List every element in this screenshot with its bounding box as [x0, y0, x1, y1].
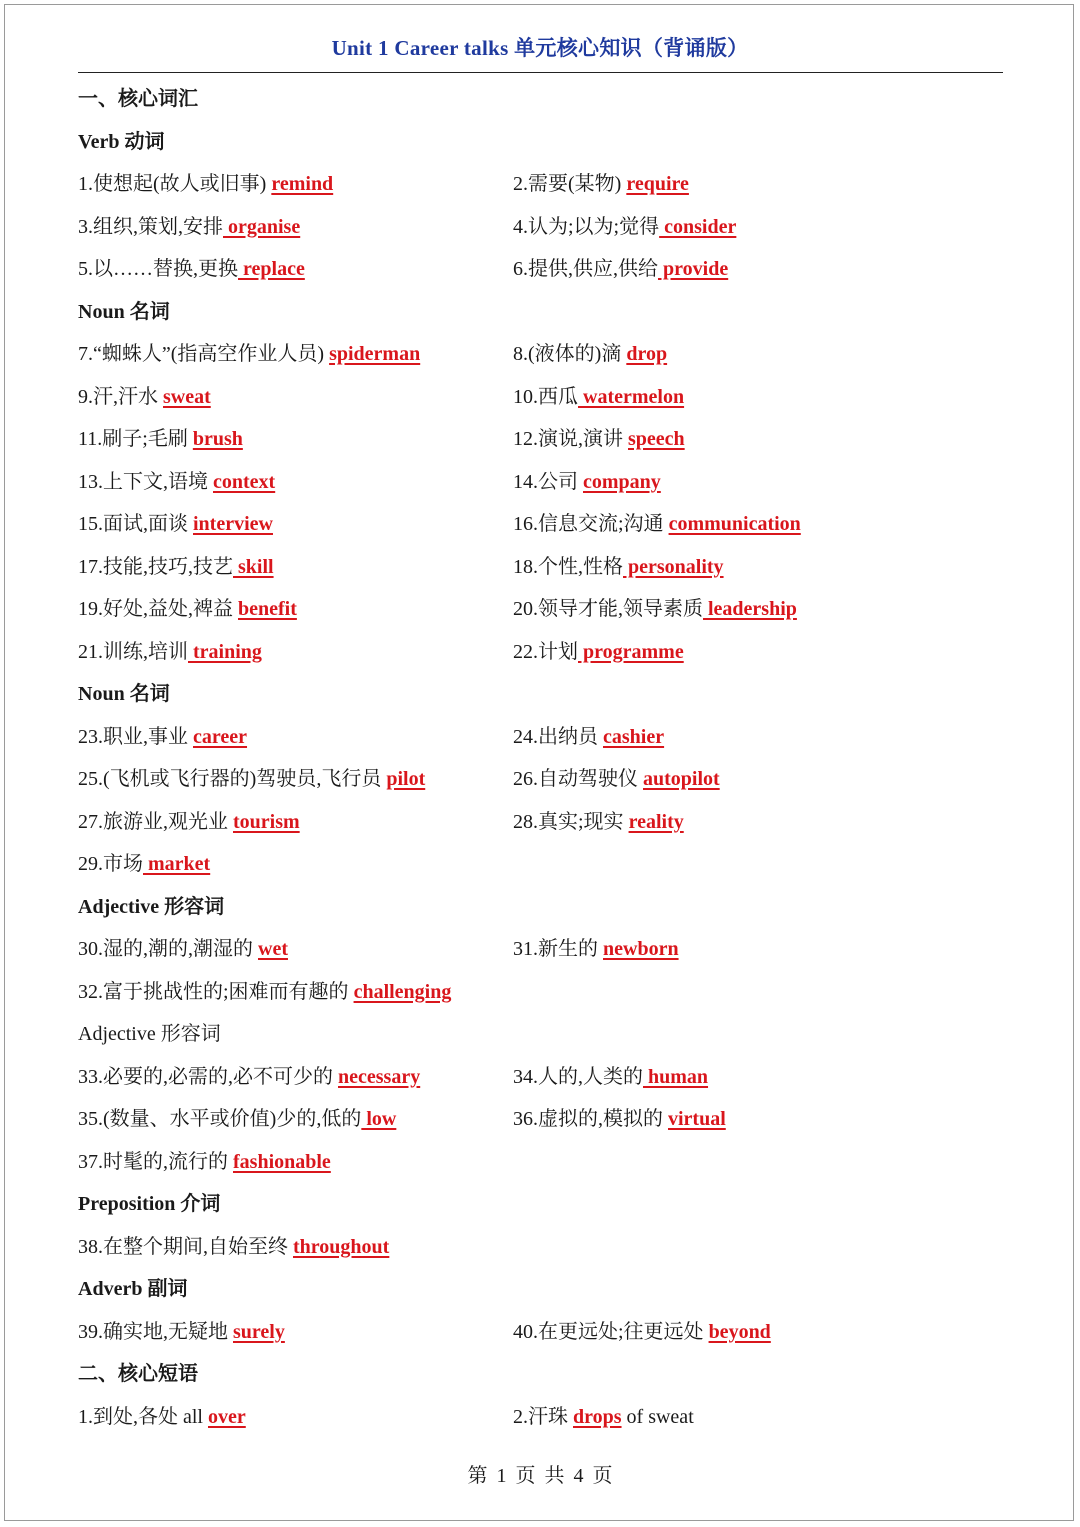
vocab-prompt: 30.湿的,潮的,潮湿的	[78, 938, 258, 960]
vocab-item	[78, 1226, 389, 1269]
section-heading-core-phrases: 二、核心短语	[78, 1363, 198, 1385]
vocab-prompt: 2.需要(某物)	[513, 173, 627, 195]
vocab-prompt: 16.信息交流;沟通	[513, 513, 669, 535]
vocab-item	[513, 248, 728, 291]
vocab-item	[513, 1311, 771, 1354]
vocab-prompt: 11.刷子;毛刷	[78, 428, 193, 450]
vocab-item	[513, 333, 667, 376]
category-heading-adverb: Adverb 副词	[78, 1278, 188, 1300]
vocab-answer: human	[643, 1065, 709, 1088]
vocab-item	[513, 1056, 708, 1099]
vocab-item	[78, 333, 420, 376]
phrase-suffix: of sweat	[621, 1405, 694, 1428]
vocab-item	[78, 758, 425, 801]
vocab-prompt: 3.组织,策划,安排	[78, 215, 223, 238]
category-heading-adjective: Adjective 形容词	[78, 895, 225, 918]
vocab-prompt: 28.真实;现实	[513, 810, 629, 833]
vocab-prompt: 25.(飞机或飞行器的)驾驶员,飞行员	[78, 768, 387, 790]
vocab-prompt: 6.提供,供应,供给	[513, 258, 658, 280]
vocab-row	[78, 1098, 1003, 1141]
vocab-row	[78, 418, 1003, 461]
vocab-row	[78, 503, 1003, 546]
vocab-prompt: 15.面试,面谈	[78, 513, 193, 535]
vocab-prompt: 1.使想起(故人或旧事)	[78, 173, 272, 195]
vocab-item	[78, 418, 243, 461]
vocab-item	[513, 503, 801, 546]
vocab-row	[78, 758, 1003, 801]
vocab-answer: necessary	[338, 1065, 421, 1088]
vocab-item	[78, 503, 273, 546]
vocab-answer: fashionable	[233, 1150, 331, 1173]
document-title: Unit 1 Career talks 单元核心知识（背诵版）	[331, 36, 749, 60]
vocab-row	[78, 546, 1003, 589]
vocab-prompt: 5.以……替换,更换	[78, 258, 238, 280]
vocab-answer: drop	[626, 343, 668, 365]
vocab-item	[78, 1311, 285, 1354]
vocab-item	[78, 716, 247, 759]
vocab-prompt: 33.必要的,必需的,必不可少的	[78, 1065, 338, 1088]
vocab-item	[78, 928, 288, 971]
vocab-answer: beyond	[708, 1320, 771, 1343]
vocab-item	[513, 1098, 726, 1141]
vocab-answer: communication	[668, 513, 801, 535]
vocabulary-list	[78, 78, 1003, 1438]
vocab-prompt: 13.上下文,语境	[78, 470, 213, 493]
vocab-item	[513, 163, 689, 206]
vocab-prompt: 32.富于挑战性的;困难而有趣的	[78, 980, 354, 1003]
vocab-prompt: 10.西瓜	[513, 385, 578, 408]
vocab-prompt: 12.演说,演讲	[513, 428, 628, 450]
vocab-item	[513, 461, 661, 504]
section-heading-core-vocab: 一、核心词汇	[78, 88, 198, 110]
vocab-prompt: 23.职业,事业	[78, 725, 193, 748]
vocab-item	[513, 801, 684, 844]
vocab-row	[78, 928, 1003, 971]
vocab-prompt: 24.出纳员	[513, 725, 603, 748]
vocab-answer: sweat	[163, 385, 211, 408]
vocab-item	[78, 206, 300, 249]
vocab-answer: remind	[271, 173, 334, 195]
vocab-item	[78, 971, 451, 1014]
vocab-row	[78, 206, 1003, 249]
vocab-item	[78, 801, 300, 844]
vocab-row	[78, 1141, 1003, 1184]
vocab-answer: throughout	[293, 1235, 390, 1258]
vocab-prompt: 21.训练,培训	[78, 640, 188, 663]
vocab-row	[78, 461, 1003, 504]
vocab-answer: programme	[578, 640, 684, 663]
vocab-answer: autopilot	[643, 768, 720, 790]
vocab-item	[78, 631, 262, 674]
vocab-answer: consider	[659, 215, 737, 238]
vocab-answer: benefit	[238, 598, 297, 620]
category-heading-verb: Verb 动词	[78, 130, 165, 153]
category-heading-noun: Noun 名词	[78, 300, 170, 323]
vocab-item	[513, 206, 736, 249]
vocab-item	[78, 461, 275, 504]
vocab-item	[513, 928, 679, 971]
header-divider	[78, 72, 1003, 73]
vocab-answer: skill	[233, 555, 274, 578]
phrase-item	[513, 1396, 694, 1439]
vocab-prompt: 7.“蜘蛛人”(指高空作业人员)	[78, 343, 330, 365]
phrase-prompt: 1.到处,各处 all	[78, 1405, 208, 1428]
vocab-answer: company	[583, 470, 661, 493]
vocab-row	[78, 843, 1003, 886]
vocab-row	[78, 631, 1003, 674]
vocab-prompt: 38.在整个期间,自始至终	[78, 1235, 293, 1258]
vocab-prompt: 14.公司	[513, 470, 583, 493]
phrase-answer: drops	[573, 1405, 622, 1428]
vocab-item	[513, 758, 720, 801]
vocab-prompt: 29.市场	[78, 853, 143, 875]
phrase-prompt: 2.汗珠	[513, 1405, 573, 1428]
category-heading-noun: Noun 名词	[78, 683, 170, 705]
vocab-prompt: 19.好处,益处,裨益	[78, 598, 238, 620]
vocab-prompt: 9.汗,汗水	[78, 385, 163, 408]
category-heading-preposition: Preposition 介词	[78, 1193, 221, 1215]
vocab-prompt: 27.旅游业,观光业	[78, 810, 233, 833]
vocab-answer: personality	[623, 555, 724, 578]
vocab-prompt: 22.计划	[513, 640, 578, 663]
vocab-row	[78, 1056, 1003, 1099]
vocab-row	[78, 801, 1003, 844]
vocab-answer: leadership	[703, 598, 797, 620]
vocab-answer: training	[188, 640, 262, 663]
phrase-item	[78, 1396, 246, 1439]
category-heading-adjective: Adjective 形容词	[78, 1023, 221, 1045]
vocab-answer: cashier	[603, 725, 665, 748]
vocab-row	[78, 1311, 1003, 1354]
vocab-prompt: 37.时髦的,流行的	[78, 1150, 233, 1173]
vocab-prompt: 17.技能,技巧,技艺	[78, 555, 233, 578]
vocab-answer: career	[193, 725, 248, 748]
vocab-item	[78, 1141, 331, 1184]
vocab-answer: require	[626, 173, 689, 195]
vocab-prompt: 4.认为;以为;觉得	[513, 215, 660, 238]
vocab-answer: pilot	[386, 768, 426, 790]
vocab-item	[513, 376, 684, 419]
vocab-answer: context	[213, 470, 276, 493]
vocab-row	[78, 376, 1003, 419]
vocab-item	[78, 163, 333, 206]
vocab-answer: low	[361, 1108, 397, 1130]
vocab-answer: replace	[238, 258, 305, 280]
vocab-item	[78, 1098, 396, 1141]
phrase-row	[78, 1396, 1003, 1439]
vocab-prompt: 36.虚拟的,模拟的	[513, 1108, 668, 1130]
vocab-row	[78, 163, 1003, 206]
vocab-answer: provide	[658, 258, 729, 280]
vocab-item	[513, 418, 685, 461]
vocab-row	[78, 971, 1003, 1014]
vocab-item	[78, 588, 297, 631]
vocab-answer: spiderman	[329, 343, 421, 365]
vocab-row	[78, 248, 1003, 291]
vocab-prompt: 40.在更远处;往更远处	[513, 1320, 709, 1343]
vocab-answer: market	[143, 853, 211, 875]
vocab-answer: wet	[258, 938, 288, 960]
vocab-answer: brush	[192, 428, 243, 450]
vocab-item	[78, 1056, 420, 1099]
vocab-prompt: 20.领导才能,领导素质	[513, 598, 703, 620]
vocab-item	[78, 248, 305, 291]
vocab-prompt: 34.人的,人类的	[513, 1065, 643, 1088]
vocab-answer: interview	[193, 513, 273, 535]
vocab-row	[78, 333, 1003, 376]
vocab-row	[78, 588, 1003, 631]
vocab-item	[513, 716, 664, 759]
vocab-prompt: 39.确实地,无疑地	[78, 1320, 233, 1343]
vocab-prompt: 18.个性,性格	[513, 555, 623, 578]
vocab-answer: speech	[628, 428, 685, 450]
vocab-prompt: 31.新生的	[513, 938, 603, 960]
vocab-item	[513, 631, 684, 674]
page-number: 第 1 页 共 4 页	[467, 1465, 613, 1487]
vocab-item	[513, 588, 797, 631]
vocab-prompt: 35.(数量、水平或价值)少的,低的	[78, 1108, 362, 1130]
vocab-answer: watermelon	[578, 385, 685, 408]
vocab-answer: reality	[628, 810, 684, 833]
vocab-answer: newborn	[603, 938, 679, 960]
vocab-answer: tourism	[233, 810, 300, 833]
vocab-prompt: 26.自动驾驶仪	[513, 768, 643, 790]
vocab-item	[78, 843, 210, 886]
vocab-answer: challenging	[353, 980, 452, 1003]
vocab-item	[78, 376, 211, 419]
vocab-answer: organise	[223, 215, 301, 238]
vocab-answer: virtual	[668, 1108, 726, 1130]
vocab-prompt: 8.(液体的)滴	[513, 343, 627, 365]
vocab-item	[78, 546, 274, 589]
vocab-item	[513, 546, 724, 589]
vocab-answer: surely	[233, 1320, 285, 1343]
vocab-row	[78, 1226, 1003, 1269]
phrase-answer: over	[208, 1405, 246, 1428]
vocab-row	[78, 716, 1003, 759]
